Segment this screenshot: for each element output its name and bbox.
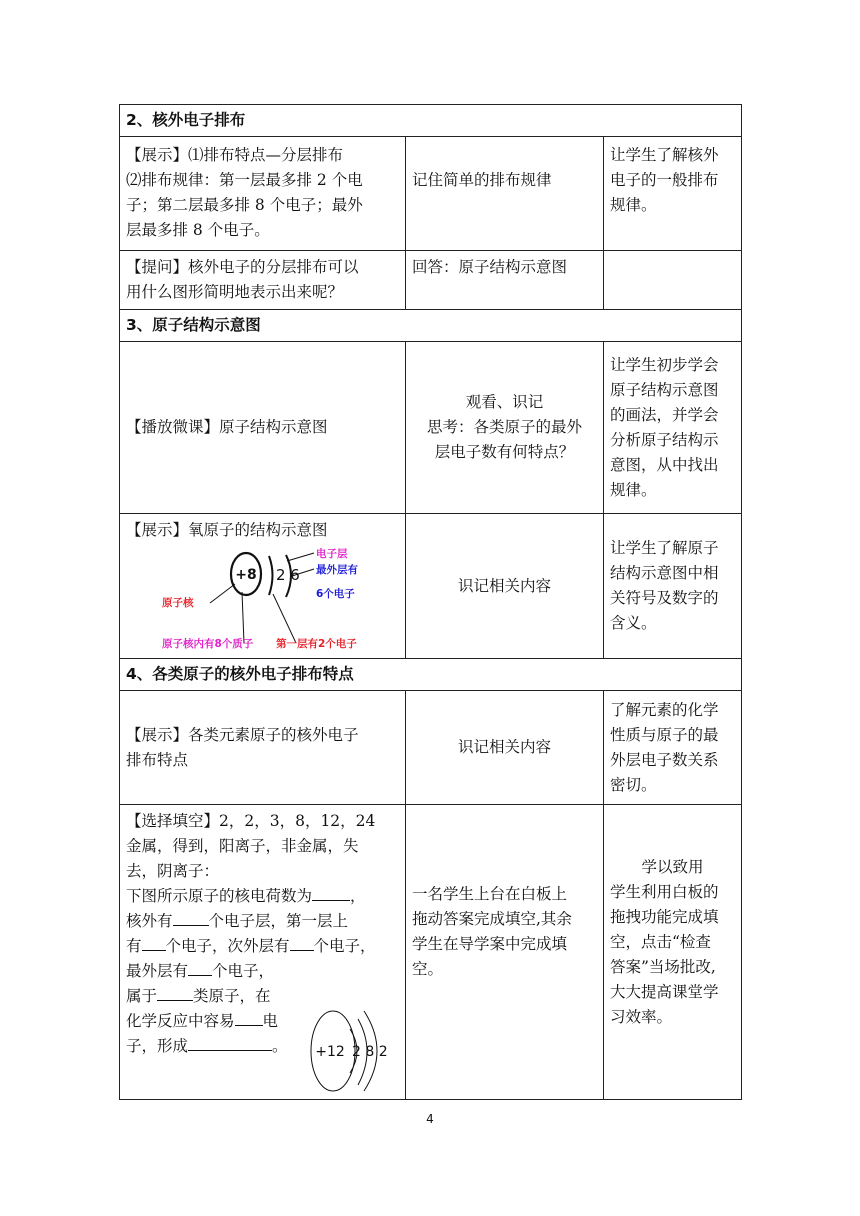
label-nucleus: 原子核 <box>162 597 194 609</box>
blank-field[interactable] <box>188 960 212 976</box>
table-row <box>120 137 742 251</box>
teacher-activity-cell: 【播放微课】原子结构示意图 <box>120 342 406 514</box>
purpose-cell <box>604 251 742 310</box>
lesson-plan-table <box>119 104 742 1100</box>
student-activity-cell: 记住简单的排布规律 <box>406 137 604 251</box>
fill-line-3: 有 个电子，次外层有 个电子， <box>126 937 376 955</box>
table-row <box>120 805 742 1100</box>
label-outer-count: 6个电子 <box>316 588 355 600</box>
teacher-activity-cell: 【提问】核外电子的分层排布可以 用什么图形简明地表示出来呢？ <box>120 251 406 310</box>
teacher-activity-cell: 【展示】氧原子的结构示意图 +8 2 6 电子层 最外层有 6个电子 原子核 原子核内有8个质子 第一层有2个电子 <box>120 514 406 659</box>
student-activity-cell: 识记相关内容 <box>406 691 604 805</box>
fill-line-1: 下图所示原子的核电荷数为 ， <box>126 887 366 905</box>
blank-field[interactable] <box>142 935 166 951</box>
student-activity-cell: 识记相关内容 <box>406 514 604 659</box>
nucleus-charge: +8 <box>235 567 257 583</box>
table-row <box>120 342 742 514</box>
magnesium-atom-diagram <box>308 1005 404 1097</box>
section-heading: 3、原子结构示意图 <box>120 310 742 342</box>
page-number: 4 <box>426 1112 434 1126</box>
blank-field[interactable] <box>157 985 193 1001</box>
fill-line-7: 子，形成 。 <box>126 1037 288 1055</box>
purpose-cell: 了解元素的化学 性质与原子的最 外层电子数关系 密切。 <box>604 691 742 805</box>
section-row <box>120 105 742 137</box>
fill-line-6: 化学反应中容易 电 <box>126 1012 279 1030</box>
student-activity-cell: 一名学生上台在白板上 拖动答案完成填空,其余 学生在导学案中完成填 空。 <box>406 805 604 1100</box>
blank-field[interactable] <box>173 910 209 926</box>
purpose-cell: 学以致用 学生利用白板的 拖拽功能完成填 空，点击“检查 答案”当场批改, 大大提高课堂学 习效率。 <box>604 805 742 1100</box>
student-activity-cell: 观看、识记 思考：各类原子的最外 层电子数有何特点？ <box>406 342 604 514</box>
oxygen-atom-diagram <box>126 543 399 655</box>
blank-field[interactable] <box>312 885 350 901</box>
table-row <box>120 514 742 659</box>
teacher-activity-cell: 【展示】⑴排布特点—分层排布 ⑵排布规律：第一层最多排 2 个电 子；第二层最多排 8 个电子；最外 层最多排 8 个电子。 <box>120 137 406 251</box>
fill-line-4: 最外层有 个电子， <box>126 962 275 980</box>
label-outer-layer: 最外层有 <box>316 564 358 576</box>
mg-nucleus-charge: +12 <box>315 1044 345 1060</box>
table-row <box>120 251 742 310</box>
blank-field[interactable] <box>235 1010 263 1026</box>
section-heading: 4、各类原子的核外电子排布特点 <box>120 659 742 691</box>
layer-numbers: 2 6 <box>276 566 300 584</box>
purpose-cell: 让学生了解原子 结构示意图中相 关符号及数字的 含义。 <box>604 514 742 659</box>
fill-line-5: 属于 类原子，在 <box>126 987 271 1005</box>
student-activity-cell: 回答：原子结构示意图 <box>406 251 604 310</box>
table-row <box>120 691 742 805</box>
teacher-activity-cell: 【选择填空】2，2，3，8，12，24 金属，得到，阳离子，非金属，失 去，阴离子： 下图所示原子的核电荷数为 ， 核外有 个电子层，第一层上 有 个电子，次外层有 个电子， 最外层有 个电子， 属于 类原子，在 化学反应中容易 电 子，形成 。 +12 2 8 2 <box>120 805 406 1100</box>
section-row <box>120 310 742 342</box>
purpose-cell: 让学生初步学会 原子结构示意图 的画法，并学会 分析原子结构示 意图，从中找出 规律。 <box>604 342 742 514</box>
section-heading: 2、核外电子排布 <box>120 105 742 137</box>
oxygen-atom-figure <box>126 543 406 655</box>
section-row <box>120 659 742 691</box>
teacher-activity-cell: 【展示】各类元素原子的核外电子 排布特点 <box>120 691 406 805</box>
mg-layer-numbers: 2 8 2 <box>352 1044 388 1060</box>
label-electron-layer: 电子层 <box>316 548 348 560</box>
blank-field[interactable] <box>188 1035 272 1051</box>
blank-field[interactable] <box>290 935 314 951</box>
label-protons: 原子核内有8个质子 <box>162 638 254 650</box>
label-first-layer: 第一层有2个电子 <box>276 638 357 650</box>
purpose-cell: 让学生了解核外 电子的一般排布 规律。 <box>604 137 742 251</box>
fill-line-2: 核外有 个电子层，第一层上 <box>126 912 349 930</box>
